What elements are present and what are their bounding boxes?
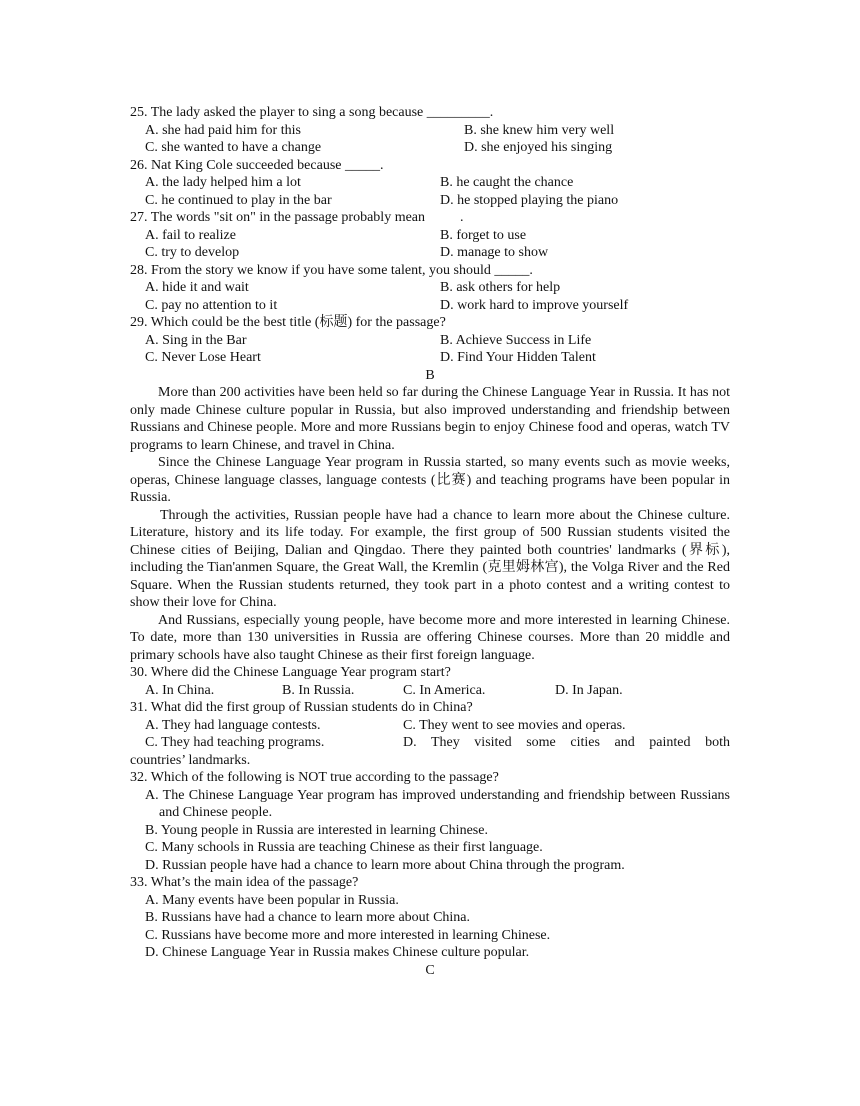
section-heading-b: B xyxy=(425,367,435,383)
option-d: D. manage to show xyxy=(440,245,549,260)
option-row xyxy=(130,227,730,245)
question-stem: 30. Where did the Chinese Language Year program start? xyxy=(130,665,451,680)
option-b: B. Russians have had a chance to learn more about China. xyxy=(145,910,471,925)
question-25 xyxy=(130,104,730,157)
option-d: D. Find Your Hidden Talent xyxy=(440,350,596,365)
option-row xyxy=(130,279,730,297)
option-b: B. Achieve Success in Life xyxy=(440,332,592,348)
page-content xyxy=(130,104,730,979)
question-stem: 32. Which of the following is NOT true according to the passage? xyxy=(130,770,499,785)
option-d: D. she enjoyed his singing xyxy=(464,140,613,155)
question-26 xyxy=(130,157,730,210)
option-d-continuation: countries’ landmarks. xyxy=(130,752,251,768)
option-c: C. pay no attention to it xyxy=(145,297,278,313)
passage-b xyxy=(130,384,730,664)
question-27 xyxy=(130,209,730,262)
option-b: B. Young people in Russia are interested in learning Chinese. xyxy=(145,822,488,838)
option-b: B. ask others for help xyxy=(440,280,561,295)
question-30 xyxy=(130,664,730,699)
question-32 xyxy=(130,769,730,874)
option-a: A. They had language contests. xyxy=(145,717,321,733)
question-33 xyxy=(130,874,730,962)
option-a: A. Sing in the Bar xyxy=(145,332,247,348)
option-row xyxy=(130,717,730,735)
option-c: C. he continued to play in the bar xyxy=(145,192,332,208)
option-a: A. she had paid him for this xyxy=(145,122,301,138)
option-a: A. The Chinese Language Year program has improved understanding and friendship between Russians and Chinese people. xyxy=(145,787,730,820)
question-stem: 25. The lady asked the player to sing a song because _________. xyxy=(130,105,494,120)
option-row xyxy=(130,192,730,210)
option-c: C. Russians have become more and more interested in learning Chinese. xyxy=(145,927,551,943)
option-d: D. Chinese Language Year in Russia makes Chinese culture popular. xyxy=(145,945,530,960)
question-stem: 31. What did the first group of Russian students do in China? xyxy=(130,700,473,715)
option-row xyxy=(130,122,730,140)
option-d: D. he stopped playing the piano xyxy=(440,192,619,208)
option-row xyxy=(130,174,730,192)
question-31 xyxy=(130,699,730,769)
option-d: D. Russian people have had a chance to learn more about China through the program. xyxy=(145,857,625,873)
option-b: B. she knew him very well xyxy=(464,122,615,138)
option-a: A. the lady helped him a lot xyxy=(145,175,301,190)
question-stem: 29. Which could be the best title (标题) for the passage? xyxy=(130,315,446,330)
option-row xyxy=(130,244,730,262)
option-c: C. In America. xyxy=(403,682,486,698)
option-d: D. They visited some cities and painted both xyxy=(403,735,730,750)
option-d: D. work hard to improve yourself xyxy=(440,297,629,313)
option-row xyxy=(130,734,730,752)
question-29 xyxy=(130,314,730,367)
option-a: A. hide it and wait xyxy=(145,280,249,295)
passage-paragraph: And Russians, especially young people, have become more and more interested in learning Chinese. To date, more than 130 universities in Russia are offering Chinese courses. More than 20 middle and primary schools have also taught Chinese as their first foreign language. xyxy=(130,612,730,663)
section-heading-c: C xyxy=(425,962,435,978)
option-d: D. In Japan. xyxy=(555,682,623,698)
option-c: C. Never Lose Heart xyxy=(145,350,261,365)
question-stem: 27. The words "sit on" in the passage probably mean . xyxy=(130,210,464,225)
option-b: B. In Russia. xyxy=(282,682,355,698)
passage-paragraph: Since the Chinese Language Year program in Russia started, so many events such as movie weeks, operas, Chinese language classes, language contests (比赛) and teaching programs have been popular in Russia. xyxy=(130,455,730,505)
option-row xyxy=(130,139,730,157)
passage-paragraph: Through the activities, Russian people have had a chance to learn more about the Chinese culture. Literature, history and its life today. For example, the first group of 500 Russian students visited the Chinese cities of Beijing, Dalian and Qingdao. There they painted both countries' landmarks (界标), including the Tian'anmen Square, the Great Wall, the Kremlin (克里姆林宫), the Volga River and the Red Square. When the Russian students returned, they took part in a photo contest and a writing contest to show their love for China. xyxy=(130,507,730,610)
option-c: C. Many schools in Russia are teaching Chinese as their first language. xyxy=(145,840,543,855)
question-stem: 26. Nat King Cole succeeded because _____. xyxy=(130,157,384,173)
passage-paragraph: More than 200 activities have been held so far during the Chinese Language Year in Russia. It has not only made Chinese culture popular in Russia, but also improved understanding and friendship between Russians and Chinese people. More and more Russians begin to enjoy Chinese food and operas, watch TV programs to learn Chinese, and travel in China. xyxy=(130,385,730,453)
option-c: C. try to develop xyxy=(145,245,240,260)
option-a: A. In China. xyxy=(145,682,215,698)
question-stem: 33. What’s the main idea of the passage? xyxy=(130,875,359,890)
option-row xyxy=(130,332,730,350)
option-b: B. he caught the chance xyxy=(440,175,574,190)
option-row xyxy=(130,349,730,367)
option-row xyxy=(130,682,730,700)
question-stem: 28. From the story we know if you have some talent, you should _____. xyxy=(130,262,533,278)
option-b: B. forget to use xyxy=(440,227,527,243)
option-c: C. They had teaching programs. xyxy=(145,735,325,750)
question-28 xyxy=(130,262,730,315)
option-a: A. Many events have been popular in Russia. xyxy=(145,892,399,908)
option-a: A. fail to realize xyxy=(145,227,236,243)
option-c: C. she wanted to have a change xyxy=(145,140,322,155)
option-row xyxy=(130,297,730,315)
option-c: C. They went to see movies and operas. xyxy=(403,717,626,733)
